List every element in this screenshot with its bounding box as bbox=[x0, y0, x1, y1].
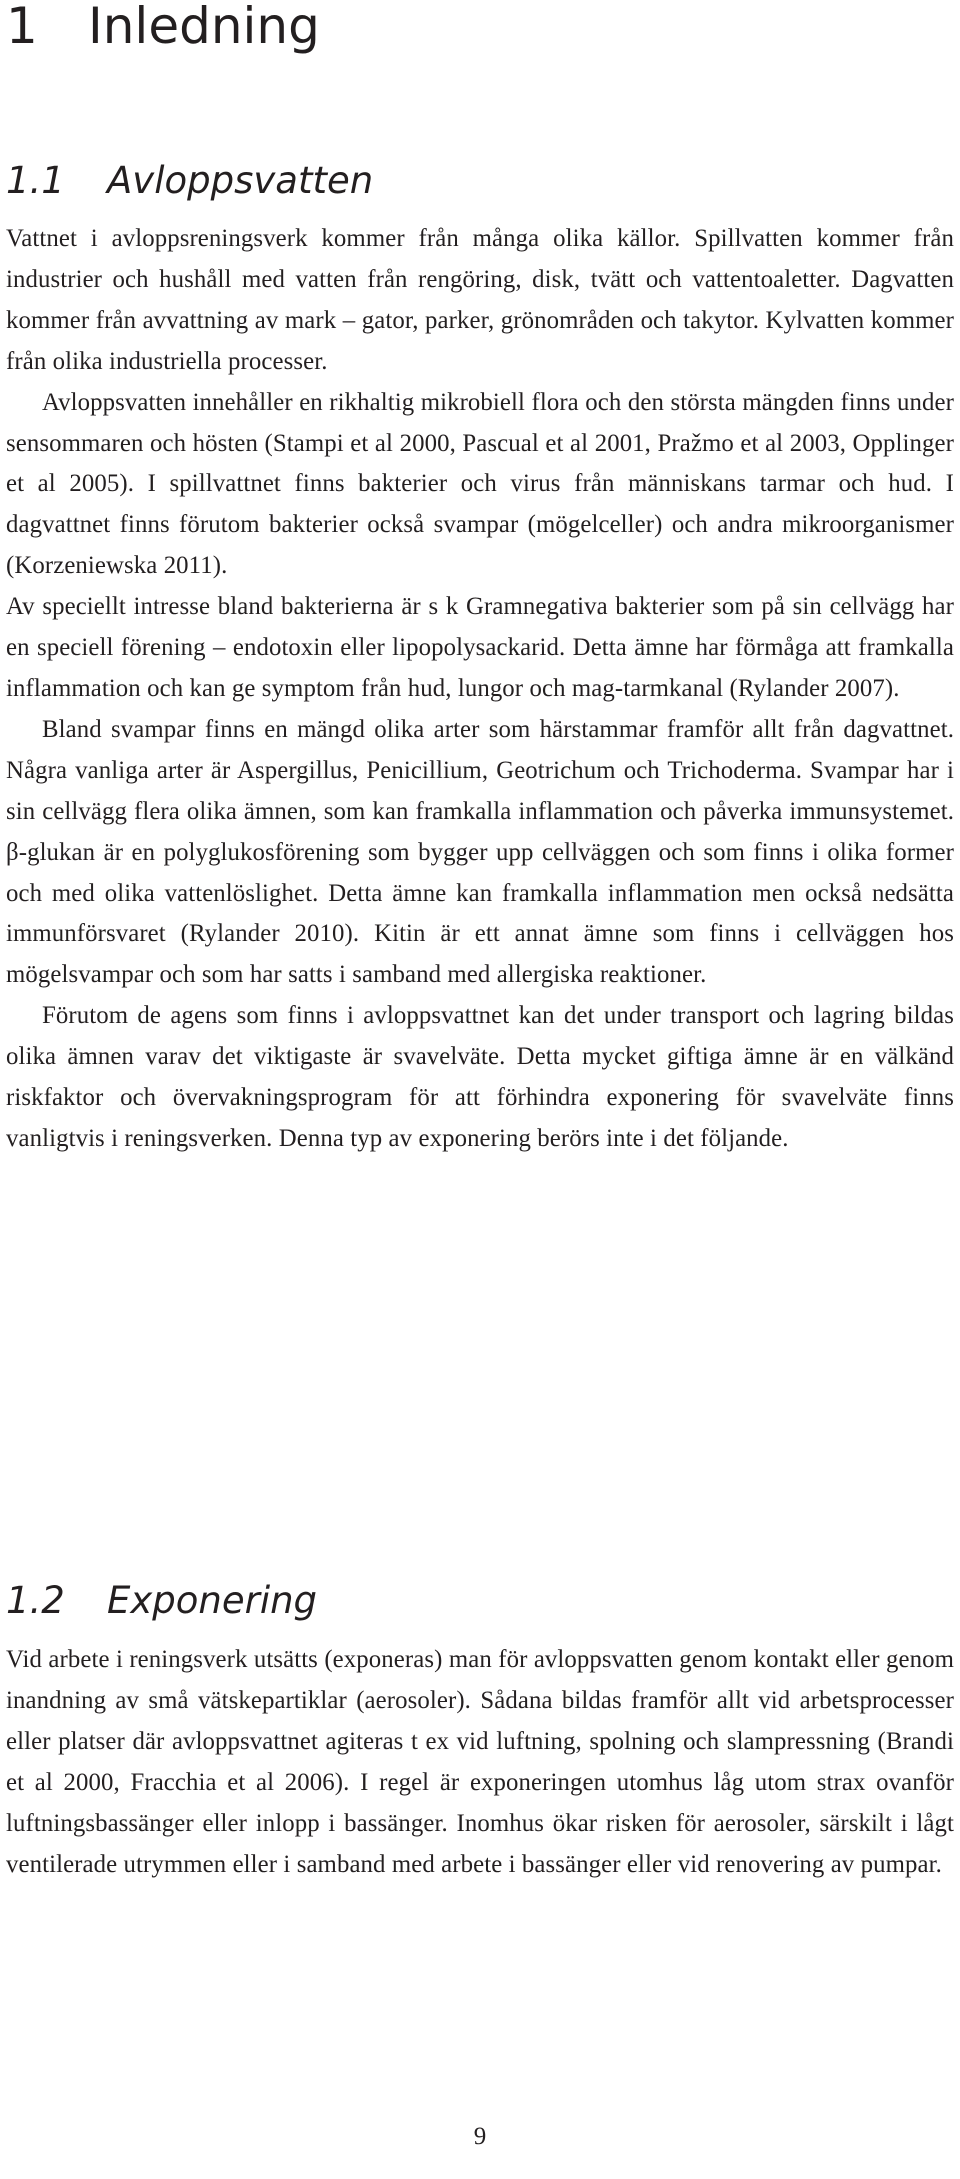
chapter-number: 1 bbox=[6, 0, 38, 55]
section-title: Avloppsvatten bbox=[107, 159, 374, 202]
page-number: 9 bbox=[473, 2123, 487, 2150]
paragraph: Vattnet i avloppsreningsverk kommer från många olika källor. Spillvatten kommer från industrier och hushåll med vatten från rengöring, disk, tvätt och vattentoaletter. Dagvatten kommer från avvattning av mark – gator, parker, grönområden och takytor. Kylvatten kommer från olika industriella processer. bbox=[6, 225, 954, 375]
section-body-avloppsvatten bbox=[6, 219, 954, 1160]
paragraph: Av speciellt intresse bland bakterierna är s k Gramnegativa bakterier som på sin cellvägg har en speciell förening – endotoxin eller lipopolysackarid. Detta ämne har förmåga att framkalla inflammation och kan ge symptom från hud, lungor och mag-tarmkanal (Rylander 2007). bbox=[6, 593, 954, 702]
section-title: Exponering bbox=[107, 1579, 318, 1622]
paragraph: Bland svampar finns en mängd olika arter som härstammar framför allt från dagvattnet. Några vanliga arter är Aspergillus, Penicillium, Geotrichum och Trichoderma. Svampar har i sin cellvägg flera olika ämnen, som kan framkalla inflammation och påverka immunsystemet. β-glukan är en polyglukosförening som bygger upp cellväggen och som finns i olika former och med olika vattenlöslighet. Detta ämne kan framkalla inflammation men också nedsätta immunförsvaret (Rylander 2010). Kitin är ett annat ämne som finns i cellväggen hos mögelsvampar och som har satts i samband med allergiska reaktioner. bbox=[6, 715, 954, 989]
section-heading-exponering bbox=[6, 1578, 317, 1624]
paragraph: Avloppsvatten innehåller en rikhaltig mikrobiell flora och den största mängden finns under sensommaren och hösten (Stampi et al 2000, Pascual et al 2001, Pražmo et al 2003, Opplinger et al 2005). I spillvattnet finns bakterier och virus från människans tarmar och hud. I dagvattnet finns förutom bakterier också svampar (mögelceller) och andra mikroorganismer (Korzeniewska 2011). bbox=[6, 388, 954, 580]
chapter-heading bbox=[6, 0, 320, 56]
section-number: 1.1 bbox=[6, 159, 65, 202]
section-body-exponering bbox=[6, 1640, 954, 1885]
section-number: 1.2 bbox=[6, 1579, 65, 1622]
section-heading-avloppsvatten bbox=[6, 158, 373, 204]
chapter-title: Inledning bbox=[88, 0, 320, 55]
paragraph: Vid arbete i reningsverk utsätts (exponeras) man för avloppsvatten genom kontakt eller genom inandning av små vätskepartiklar (aerosoler). Sådana bildas framför allt vid arbetsprocesser eller platser där avloppsvattnet agiteras t ex vid luftning, spolning och slampressning (Brandi et al 2000, Fracchia et al 2006). I regel är exponeringen utomhus låg utom strax ovanför luftningsbassänger eller inlopp i bassänger. Inomhus ökar risken för aerosoler, särskilt i lågt ventilerade utrymmen eller i samband med arbete i bassänger eller vid renovering av pumpar. bbox=[6, 1646, 954, 1878]
paragraph: Förutom de agens som finns i avloppsvattnet kan det under transport och lagring bildas olika ämnen varav det viktigaste är svavelväte. Detta mycket giftiga ämne är en välkänd riskfaktor och övervakningsprogram för att förhindra exponering för svavelväte finns vanligtvis i reningsverken. Denna typ av exponering berörs inte i det följande. bbox=[6, 1002, 954, 1152]
